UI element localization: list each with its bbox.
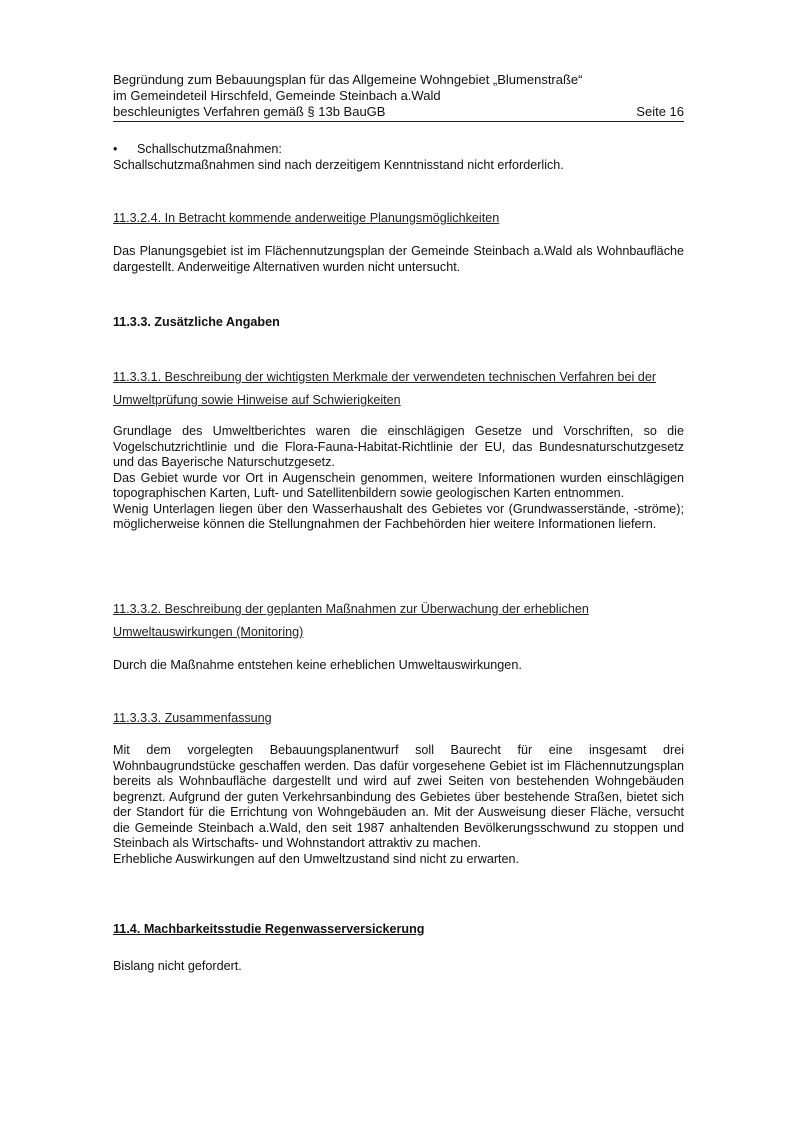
section-heading: 11.3.3.2. Beschreibung der geplanten Maßnahmen zur Überwachung der erheblichen Umweltauswirkungen (Monitoring) [113,602,589,639]
paragraph: Das Planungsgebiet ist im Flächennutzungsplan der Gemeinde Steinbach a.Wald als Wohnbaufläche dargestellt. Anderweitige Alternativen wurden nicht untersucht. [113,244,684,274]
paragraph-2: Das Gebiet wurde vor Ort in Augenschein genommen, weitere Informationen wurden einschlägigen topographischen Karten, Luft- und Satellitenbildern sowie geologischen Karten entnommen. [113,470,684,500]
section-11-4 [113,922,684,938]
section-11-3-3-1 [113,366,684,412]
paragraph-3: Wenig Unterlagen liegen über den Wasserhaushalt des Gebietes vor (Grundwasserstände, -ströme); möglicherweise können die Stellungnahmen der Fachbehörden hier weitere Informationen liefern. [113,501,684,531]
section-11-3-3-1-text [113,424,684,533]
section-heading: 11.3.3. Zusätzliche Angaben [113,315,280,329]
section-11-3-3-3-text [113,743,684,867]
section-heading: 11.4. Machbarkeitsstudie Regenwasserversickerung [113,922,425,936]
paragraph-1: Grundlage des Umweltberichtes waren die einschlägigen Gesetze und Vorschriften, so die Vogelschutzrichtlinie und die Flora-Fauna-Habitat-Richtlinie der EU, das Bundesnaturschutzgesetz und das Bayerische Naturschutzgesetz. [113,424,684,469]
section-heading: 11.3.2.4. In Betracht kommende anderweitige Planungsmöglichkeiten [113,211,500,225]
section-11-3-3-2-text [113,658,684,674]
section-11-4-text [113,959,684,975]
section-11-3-3-2 [113,598,684,644]
section-heading: 11.3.3.1. Beschreibung der wichtigsten Merkmale der verwendeten technischen Verfahren bei der Umweltprüfung sowie Hinweise auf Schwierigkeiten [113,370,657,407]
header-title-line3 [113,104,684,122]
bullet-text: Schallschutzmaßnahmen sind nach derzeitigem Kenntnisstand nicht erforderlich. [113,157,564,172]
paragraph-2: Erhebliche Auswirkungen auf den Umweltzustand sind nicht zu erwarten. [113,851,520,866]
header-title-line2: im Gemeindeteil Hirschfeld, Gemeinde Steinbach a.Wald [113,88,441,103]
section-11-3-3-3 [113,711,684,727]
bullet-soundproofing [113,142,684,173]
paragraph: Bislang nicht gefordert. [113,959,242,973]
page-header [113,72,684,122]
paragraph-1: Mit dem vorgelegten Bebauungsplanentwurf soll Baurecht für eine insgesamt drei Wohnbaugrundstücke geschaffen werden. Das dafür vorgesehene Gebiet ist im Flächennutzungsplan bereits als Wohnbaufläche dargestellt und wird auf zwei Seiten von bestehenden Wohngebäuden begrenzt. Aufgrund der guten Verkehrsanbindung des Gebietes über bestehende Straßen, bietet sich der Standort für die Errichtung von Wohngebäuden an. Mit der Ausweisung dieser Fläche, versucht die Gemeinde Steinbach a.Wald, den seit 1987 anhaltenden Bevölkerungsschwund zu stoppen und Steinbach als Wirtschafts- und Wohnstandort attraktiv zu machen. [113,743,684,850]
section-heading: 11.3.3.3. Zusammenfassung [113,711,272,725]
bullet-label: Schallschutzmaßnahmen: [137,142,282,156]
page-number: Seite 16 [636,104,684,119]
bullet-marker: • [113,142,118,156]
section-11-3-2-4 [113,211,684,227]
paragraph: Durch die Maßnahme entstehen keine erheblichen Umweltauswirkungen. [113,658,522,672]
section-11-3-2-4-text [113,244,684,275]
header-procedure: beschleunigtes Verfahren gemäß § 13b BauGB [113,104,386,119]
section-11-3-3 [113,315,684,331]
header-title-line1: Begründung zum Bebauungsplan für das Allgemeine Wohngebiet „Blumenstraße“ [113,72,583,87]
